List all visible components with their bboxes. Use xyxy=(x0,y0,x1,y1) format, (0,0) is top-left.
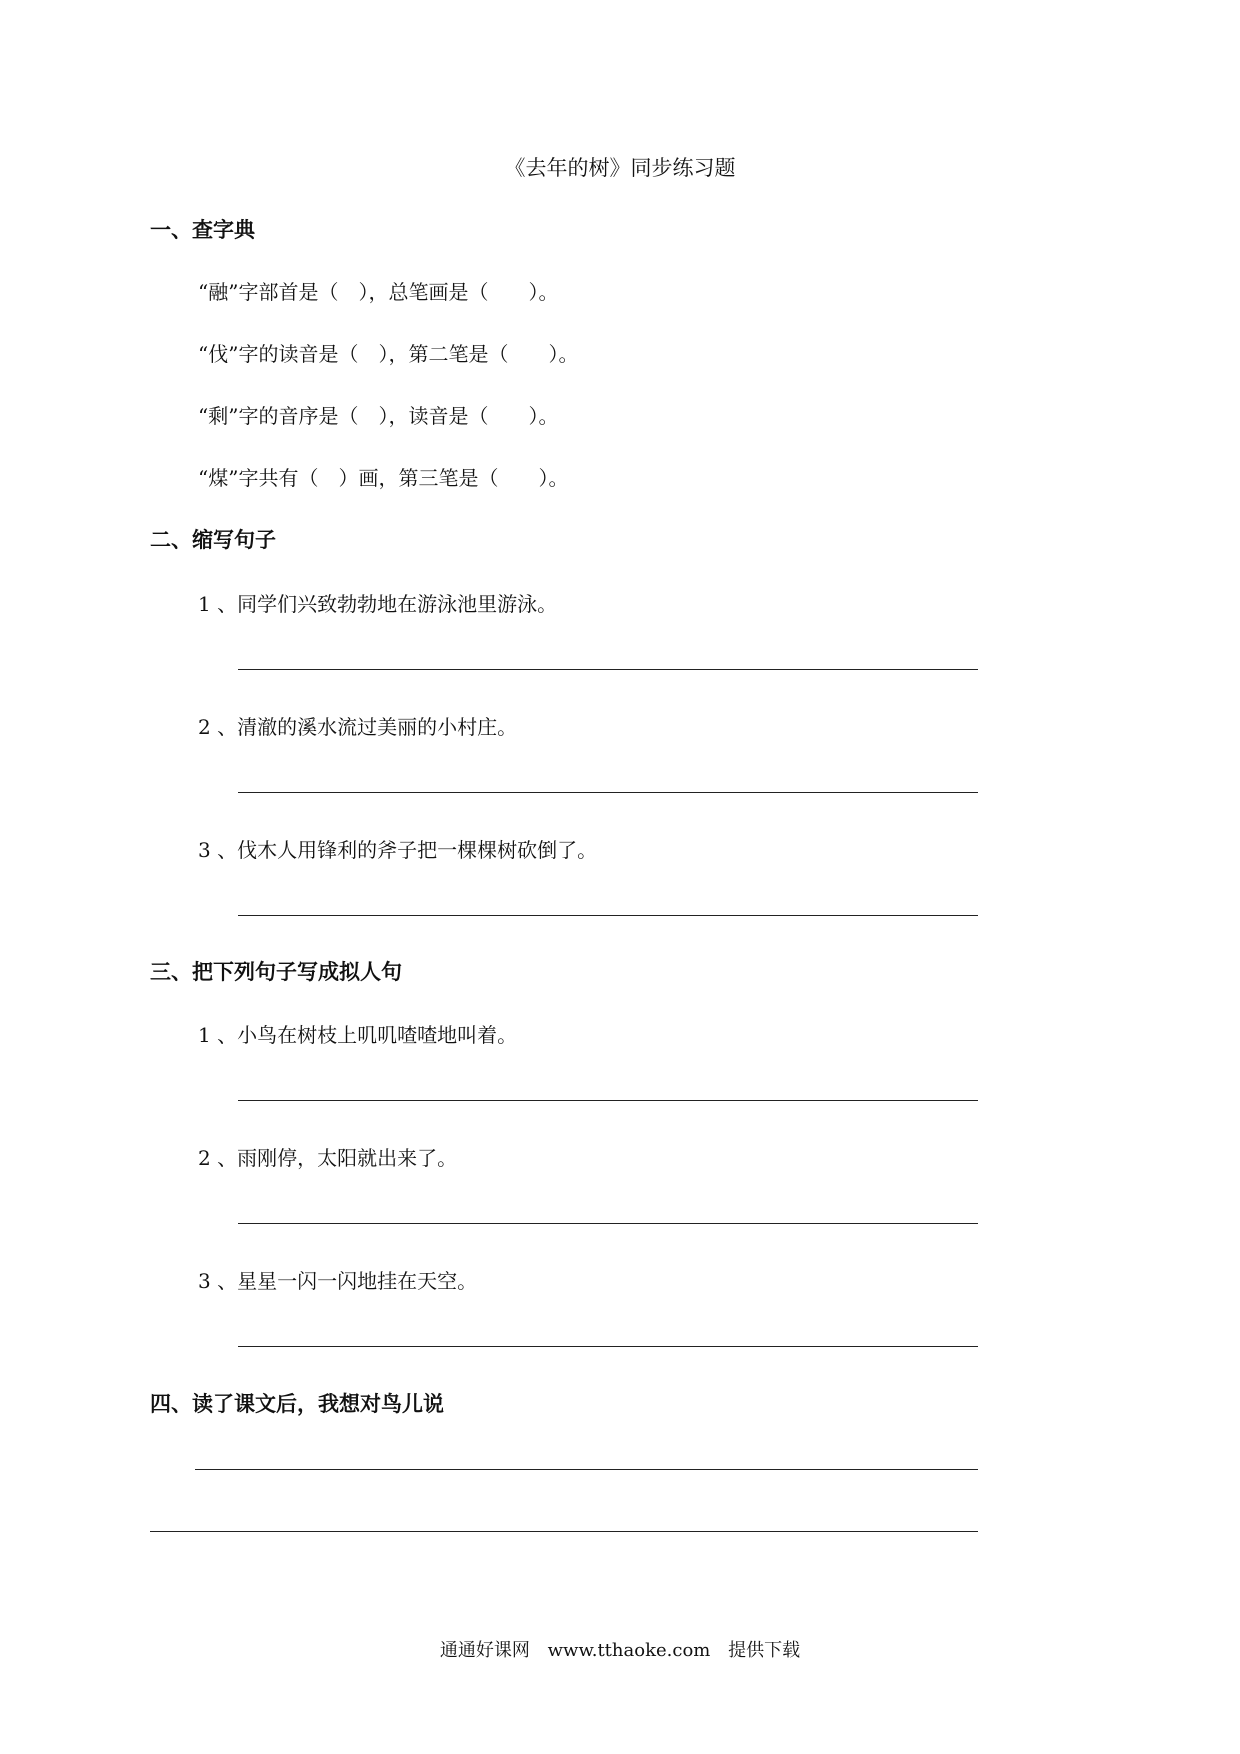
personification-sentence: 3 、星星一闪一闪地挂在天空。 xyxy=(198,1269,478,1293)
answer-line[interactable] xyxy=(238,669,978,670)
dictionary-question: “剩”字的音序是（ ），读音是（ ）。 xyxy=(198,404,559,428)
personification-sentence: 2 、雨刚停，太阳就出来了。 xyxy=(198,1146,458,1170)
answer-line[interactable] xyxy=(238,1100,978,1101)
answer-line[interactable] xyxy=(238,1223,978,1224)
answer-line[interactable] xyxy=(150,1531,978,1532)
footer-site-name: 通通好课网 xyxy=(439,1640,530,1661)
footer xyxy=(0,1636,1240,1662)
section-heading-personification: 三、把下列句子写成拟人句 xyxy=(150,959,402,984)
answer-line[interactable] xyxy=(238,1346,978,1347)
section-heading-message: 四、读了课文后，我想对鸟儿说 xyxy=(150,1391,444,1416)
footer-suffix: 提供下载 xyxy=(728,1640,801,1661)
condense-sentence: 2 、清澈的溪水流过美丽的小村庄。 xyxy=(198,715,518,739)
answer-line[interactable] xyxy=(195,1469,978,1470)
section-heading-condense: 二、缩写句子 xyxy=(150,527,276,552)
section-heading-dictionary: 一、查字典 xyxy=(150,217,255,242)
dictionary-question: “融”字部首是（ ），总笔画是（ ）。 xyxy=(198,280,559,304)
dictionary-question: “伐”字的读音是（ ），第二笔是（ ）。 xyxy=(198,342,579,366)
answer-line[interactable] xyxy=(238,792,978,793)
document-title: 《去年的树》同步练习题 xyxy=(504,156,736,180)
dictionary-question: “煤”字共有（ ）画，第三笔是（ ）。 xyxy=(198,466,569,490)
answer-line[interactable] xyxy=(238,915,978,916)
footer-url[interactable]: www.tthaoke.com xyxy=(547,1640,711,1661)
condense-sentence: 3 、伐木人用锋利的斧子把一棵棵树砍倒了。 xyxy=(198,838,598,862)
condense-sentence: 1 、同学们兴致勃勃地在游泳池里游泳。 xyxy=(198,592,558,616)
personification-sentence: 1 、小鸟在树枝上叽叽喳喳地叫着。 xyxy=(198,1023,518,1047)
